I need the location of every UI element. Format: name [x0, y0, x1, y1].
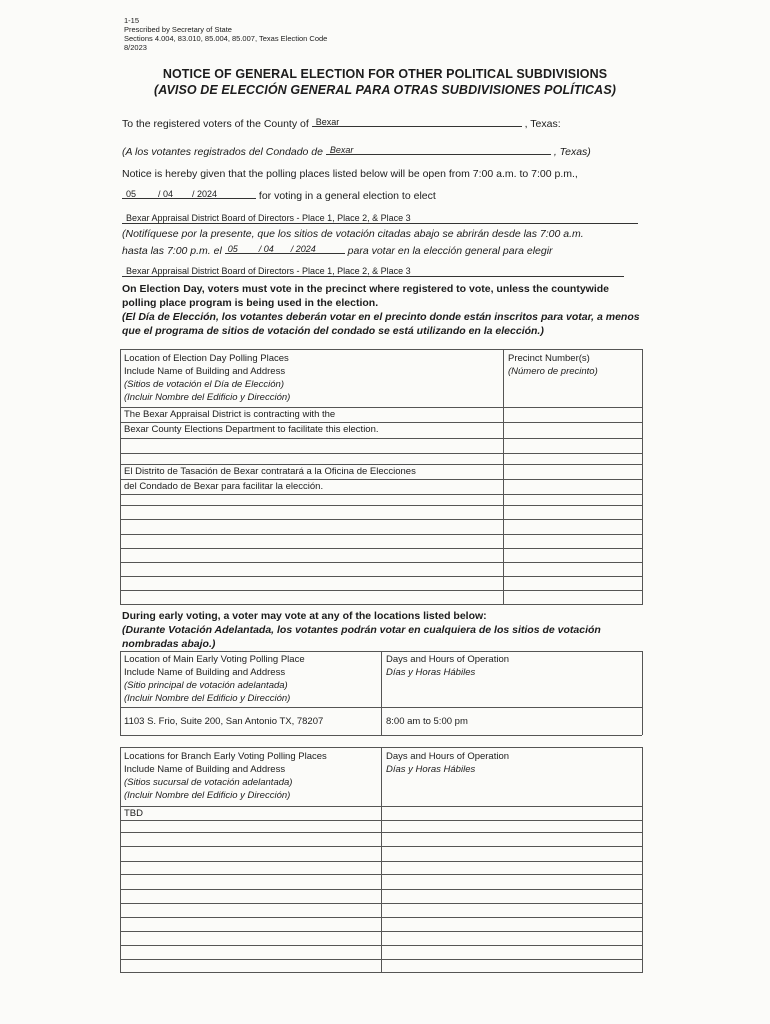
- table-row-line: [120, 931, 642, 932]
- notice-title-spanish: (AVISO DE ELECCIÓN GENERAL PARA OTRAS SUBDIVISIONES POLÍTICAS): [153, 83, 617, 97]
- header-line: Days and Hours of Operation: [386, 751, 510, 762]
- table-border-left: [120, 651, 121, 735]
- table-column-divider: [381, 651, 382, 735]
- county-line-suffix: , Texas:: [524, 118, 561, 130]
- table-row-line: [120, 576, 642, 577]
- table-border-right: [642, 349, 643, 605]
- form-number: 1-15: [124, 16, 140, 25]
- table-row-line: [120, 874, 642, 875]
- election-day-instructions-es: (El Día de Elección, los votantes deberán votar en el precinto donde están inscritos para votar, a menos que el programa de sitios de votación del condado se está utilizando en la elección.): [122, 311, 640, 337]
- table-row-line: [120, 479, 642, 480]
- table-row-line: [120, 846, 642, 847]
- main-hours-header: [386, 653, 509, 679]
- county-value-es: Bexar: [329, 145, 354, 155]
- table-column-divider: [381, 747, 382, 973]
- table-row-line: [120, 519, 642, 520]
- table-row-line: [120, 959, 642, 960]
- table-row-line: [120, 548, 642, 549]
- table-border-left: [120, 349, 121, 605]
- header-line: Días y Horas Hábiles: [386, 667, 476, 678]
- table-border-bottom: [120, 972, 642, 973]
- office-line-es: [122, 266, 624, 277]
- branch-hours-header: [386, 750, 509, 776]
- table-row-line: [120, 562, 642, 563]
- header-line: Include Name of Building and Address: [124, 366, 286, 377]
- election-year-es: / 2024: [290, 244, 316, 254]
- table-cell: Bexar County Elections Department to facilitate this election.: [124, 424, 379, 435]
- county-field: [312, 114, 522, 127]
- main-location-value: 1103 S. Frio, Suite 200, San Antonio TX, 78207: [124, 716, 324, 727]
- precinct-number-header: [508, 352, 598, 378]
- county-line-es-prefix: (A los votantes registrados del Condado de: [122, 146, 323, 158]
- table-row-line: [120, 494, 642, 495]
- table-row-line: [120, 438, 642, 439]
- table-row-line: [120, 903, 642, 904]
- table-border-bottom: [120, 604, 642, 605]
- office-line: [122, 213, 638, 224]
- table-border-bottom: [120, 735, 642, 736]
- header-line: Días y Horas Hábiles: [386, 764, 476, 775]
- table-row-line: [120, 534, 642, 535]
- early-voting-instructions-es: (Durante Votación Adelantada, los votantes podrán votar en cualquiera de los sitios de votación nombradas abajo.): [122, 624, 601, 650]
- notice-line-2: [122, 186, 436, 202]
- county-value: Bexar: [315, 117, 340, 127]
- table-border-top: [120, 349, 642, 350]
- table-row-line: [120, 464, 642, 465]
- prescribed-by: Prescribed by Secretary of State: [124, 25, 232, 34]
- election-month-es: 05: [227, 244, 238, 254]
- header-line: (Número de precinto): [508, 366, 598, 377]
- notice-es-line-2-suffix: para votar en la elección general para elegir: [347, 245, 553, 257]
- table-row-line: [120, 407, 642, 408]
- election-date-field-es: [225, 241, 345, 254]
- early-voting-instructions: During early voting, a voter may vote at any of the locations listed below:: [122, 610, 487, 622]
- election-day: / 04: [158, 189, 174, 199]
- office-value-es: Bexar Appraisal District Board of Directors - Place 1, Place 2, & Place 3: [126, 266, 411, 276]
- election-day-es: / 04: [258, 244, 274, 254]
- county-field-es: [326, 142, 551, 155]
- table-row-line: [120, 590, 642, 591]
- table-cell: The Bexar Appraisal District is contracting with the: [124, 409, 336, 420]
- header-line: (Incluir Nombre del Edificio y Dirección): [124, 392, 291, 403]
- table-border-right: [642, 651, 643, 735]
- header-line: (Sitio principal de votación adelantada): [124, 680, 288, 691]
- header-line: Include Name of Building and Address: [124, 764, 286, 775]
- polling-location-header: [124, 352, 290, 404]
- election-day-instructions: On Election Day, voters must vote in the precinct where registered to vote, unless the countywide polling place program is being used in the election.: [122, 283, 610, 309]
- table-column-divider: [503, 349, 504, 605]
- table-row-line: [120, 945, 642, 946]
- county-line-prefix: To the registered voters of the County of: [122, 118, 309, 130]
- header-line: Locations for Branch Early Voting Polling Places: [124, 751, 327, 762]
- main-location-header: [124, 653, 305, 705]
- election-year: / 2024: [192, 189, 218, 199]
- table-border-right: [642, 747, 643, 973]
- office-value: Bexar Appraisal District Board of Directors - Place 1, Place 2, & Place 3: [126, 213, 411, 223]
- table-cell: del Condado de Bexar para facilitar la elección.: [124, 481, 324, 492]
- notice-es-line-2: [122, 241, 553, 257]
- header-line: Include Name of Building and Address: [124, 667, 286, 678]
- form-header: [124, 16, 327, 52]
- election-date-field: [122, 186, 256, 199]
- table-row-line: [120, 832, 642, 833]
- county-line-es: [122, 142, 591, 158]
- election-month: 05: [126, 189, 137, 199]
- branch-location-value: TBD: [124, 808, 143, 819]
- branch-location-header: [124, 750, 327, 802]
- notice-line-2-suffix: for voting in a general election to elect: [258, 190, 436, 202]
- code-sections: Sections 4.004, 83.010, 85.004, 85.007, Texas Election Code: [124, 34, 328, 43]
- table-row-line: [120, 422, 642, 423]
- table-row-line: [120, 505, 642, 506]
- header-line: (Sitios sucursal de votación adelantada): [124, 777, 293, 788]
- header-line: Days and Hours of Operation: [386, 654, 510, 665]
- header-line: Precinct Number(s): [508, 353, 590, 364]
- notice-line-1: Notice is hereby given that the polling places listed below will be open from 7:00 a.m. to 7:00 p.m.,: [122, 168, 578, 180]
- header-line: Location of Main Early Voting Polling Place: [124, 654, 305, 665]
- form-date: 8/2023: [124, 43, 147, 52]
- county-line: [122, 114, 561, 130]
- county-line-es-suffix: , Texas): [553, 146, 591, 158]
- table-row-line: [120, 707, 642, 708]
- table-row-line: [120, 889, 642, 890]
- table-row-line: [120, 806, 642, 807]
- table-cell: El Distrito de Tasación de Bexar contratará a la Oficina de Elecciones: [124, 466, 416, 477]
- table-row-line: [120, 917, 642, 918]
- table-row-line: [120, 861, 642, 862]
- table-border-left: [120, 747, 121, 973]
- notice-es-line-2-prefix: hasta las 7:00 p.m. el: [122, 245, 222, 257]
- notice-es-line-1: (Notifíquese por la presente, que los sitios de votación citadas abajo se abrirán desde las 7:00 a.m.: [122, 228, 584, 240]
- header-line: (Incluir Nombre del Edificio y Dirección): [124, 693, 291, 704]
- header-line: (Incluir Nombre del Edificio y Dirección): [124, 790, 291, 801]
- main-hours-value: 8:00 am to 5:00 pm: [386, 716, 468, 727]
- header-line: (Sitios de votación el Día de Elección): [124, 379, 284, 390]
- table-row-line: [120, 453, 642, 454]
- header-line: Location of Election Day Polling Places: [124, 353, 289, 364]
- table-row-line: [120, 820, 642, 821]
- notice-title: NOTICE OF GENERAL ELECTION FOR OTHER POLITICAL SUBDIVISIONS: [162, 67, 608, 81]
